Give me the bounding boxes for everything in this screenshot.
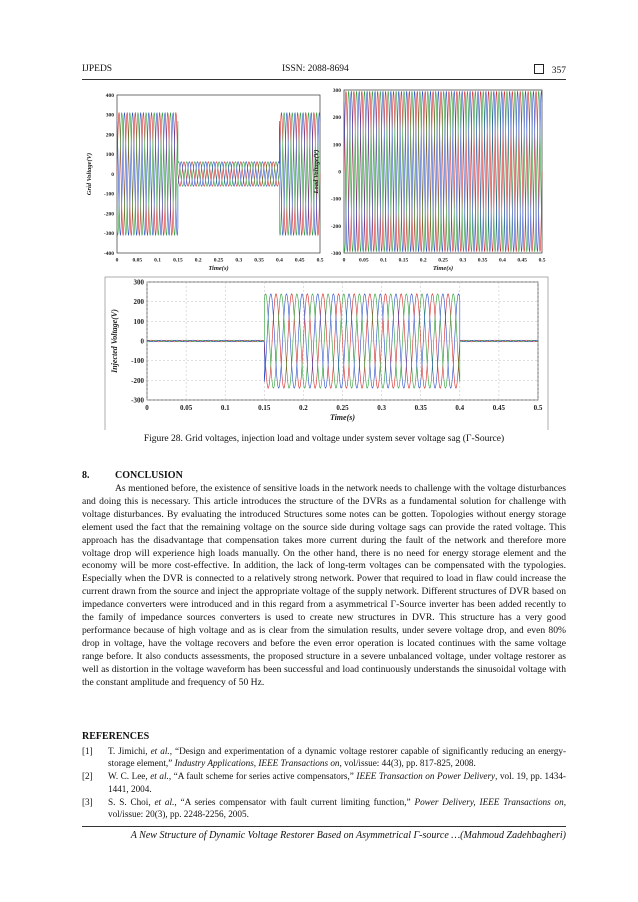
x-axis-label: Time(s) (208, 265, 229, 272)
chart-panel-3 (105, 277, 548, 430)
y-tick-label: -100 (103, 191, 114, 198)
y-tick-label: -300 (330, 250, 341, 257)
page-footer: A New Structure of Dynamic Voltage Restorer Based on Asymmetrical Γ-source …(Mahmoud Zadehbagheri) (130, 830, 566, 841)
y-axis-label: Load Voltage(V) (313, 149, 320, 194)
x-tick-label: 0 (342, 257, 346, 264)
section-heading (82, 470, 183, 481)
y-tick-label: 300 (133, 278, 144, 287)
x-tick-label: 0.4 (455, 404, 465, 412)
y-tick-label: -100 (131, 357, 144, 366)
x-tick-label: 0.3 (459, 257, 467, 264)
y-tick-label: 100 (133, 317, 144, 326)
x-tick-label: 0.3 (235, 257, 243, 264)
x-tick-label: 0 (145, 404, 149, 412)
x-tick-label: 0.05 (132, 257, 143, 264)
x-tick-label: 0.45 (294, 257, 305, 264)
y-tick-label: -300 (131, 396, 144, 405)
y-tick-label: -200 (131, 376, 144, 385)
y-tick-label: 200 (332, 115, 341, 122)
section-number: 8. (82, 470, 90, 481)
x-tick-label: 0.3 (377, 404, 386, 412)
x-tick-label: 0.25 (438, 257, 448, 264)
x-tick-label: 0.35 (477, 257, 488, 264)
page-number: 357 (551, 66, 566, 76)
x-tick-label: 0.05 (179, 404, 193, 412)
y-tick-label: -300 (103, 231, 114, 238)
x-tick-label: 0.45 (492, 404, 506, 412)
x-tick-label: 0.1 (380, 257, 388, 264)
x-tick-label: 0.15 (173, 257, 183, 264)
y-axis-label: Grid Voltage(V) (86, 152, 93, 196)
x-tick-label: 0.1 (220, 404, 230, 412)
chart-panel-1 (86, 93, 324, 272)
references-heading: REFERENCES (82, 731, 150, 742)
y-tick-label: -200 (103, 211, 114, 218)
x-tick-label: 0.2 (419, 257, 427, 264)
x-tick-label: 0.35 (414, 404, 427, 412)
y-tick-label: 200 (133, 298, 144, 307)
reference-item: [3] S. S. Choi, et al., “A series compensator with fault current limiting function,” Power Delivery, IEEE Transactions on, vol/issue: 20(3), pp. 2248-2256, 2005. (82, 796, 567, 820)
y-tick-label: 0 (140, 337, 144, 346)
x-tick-label: 0.45 (517, 257, 528, 264)
issn: ISSN: 2088-8694 (282, 64, 349, 74)
conclusion-paragraph: As mentioned before, the existence of sensitive loads in the network needs to challenge with the voltage disturbances and doing this is necessary. This article introduces the structure of the DVRs as a fundamental solution for challenge with voltage disturbances. By evaluating the introduced Structures some notes can be gotten. Topologies without energy storage element used the fact that the remaining voltage on the source side during voltage sags can provide the rated voltage. This approach has the disadvantage that compensation takes more current during the fault of the network and therefore more voltage drop will experience high loads manually. On the other hand, there is no need for energy storage element and the economy will be more cost-effective. In addition, the lack of long-term voltages can be compensated with the typologies. Especially when the DVR is connected to a relatively strong network. Power that required to load in flaw could increase the current drawn from the source and inject the appropriate voltage of the supply network. Different structures of DVR based on impedance converters were introduced and in this regard from a asymmetrical Γ-Source inverter has been added recently to the family of impedance sources converters is used to create new structures in DVR. This structure has a very good performance because of high voltage and as is clear from the simulation results, under severe voltage drop, and even 80% drop in voltage, have the voltage recovers and before the even error operation is located continues with the same voltage range before. It also conducts assessments, the proposed structure in a severe unbalanced voltage, under voltage restorer as well as distortion in the voltage waveform has been successful and load continuously understands the sinusoidal voltage with the constant amplitude and frequency of 50 Hz. (82, 483, 566, 688)
journal-name: IJPEDS (82, 64, 113, 74)
x-tick-label: 0.2 (194, 257, 202, 264)
y-tick-label: 0 (111, 171, 114, 178)
x-tick-label: 0.25 (336, 404, 349, 412)
x-tick-label: 0.15 (398, 257, 409, 264)
x-tick-label: 0.05 (358, 257, 369, 264)
y-tick-label: 300 (332, 87, 341, 94)
reference-item: [2] W. C. Lee, et al., “A fault scheme for series active compensators,” IEEE Transaction on Power Delivery, vol. 19, pp. 1434-1441, 2004. (82, 771, 566, 794)
x-tick-label: 0.35 (254, 257, 264, 264)
y-tick-label: -200 (330, 223, 341, 230)
y-axis-label: Injected Voltage(V) (110, 309, 119, 373)
x-tick-label: 0 (115, 257, 119, 264)
figure-caption: Figure 28. Grid voltages, injection load and voltage under system sever voltage sag (Γ-Source) (143, 434, 505, 444)
chart-panel-2 (313, 88, 546, 272)
x-axis-label: Time(s) (432, 265, 454, 272)
x-tick-label: 0.1 (154, 257, 162, 264)
x-tick-label: 0.5 (538, 257, 546, 264)
y-tick-label: -100 (330, 196, 341, 203)
figure-28 (0, 0, 638, 430)
x-axis-label: Time(s) (329, 413, 356, 422)
reference-list (82, 745, 566, 821)
y-tick-label: 300 (105, 112, 114, 119)
y-tick-label: 0 (338, 169, 341, 176)
x-tick-label: 0.2 (299, 404, 308, 412)
footer-rule (82, 826, 566, 827)
x-tick-label: 0.25 (213, 257, 224, 264)
y-tick-label: 100 (332, 142, 341, 149)
y-tick-label: 100 (105, 152, 114, 159)
y-tick-label: -400 (103, 250, 114, 257)
x-tick-label: 0.4 (275, 257, 283, 264)
x-tick-label: 0.5 (533, 404, 543, 412)
x-tick-label: 0.4 (498, 257, 506, 264)
y-tick-label: 400 (105, 92, 114, 99)
x-tick-label: 0.5 (316, 257, 324, 264)
y-tick-label: 200 (105, 132, 114, 139)
section-title: CONCLUSION (115, 470, 183, 481)
x-tick-label: 0.15 (258, 404, 271, 412)
reference-item: [1] T. Jimichi, et al., “Design and experimentation of a dynamic voltage restorer capable of significantly reducing an energy-storage element,” Industry Applications, IEEE Transactions on, vol/issue: 44(3), pp. 817-825, 2008. (82, 746, 567, 769)
